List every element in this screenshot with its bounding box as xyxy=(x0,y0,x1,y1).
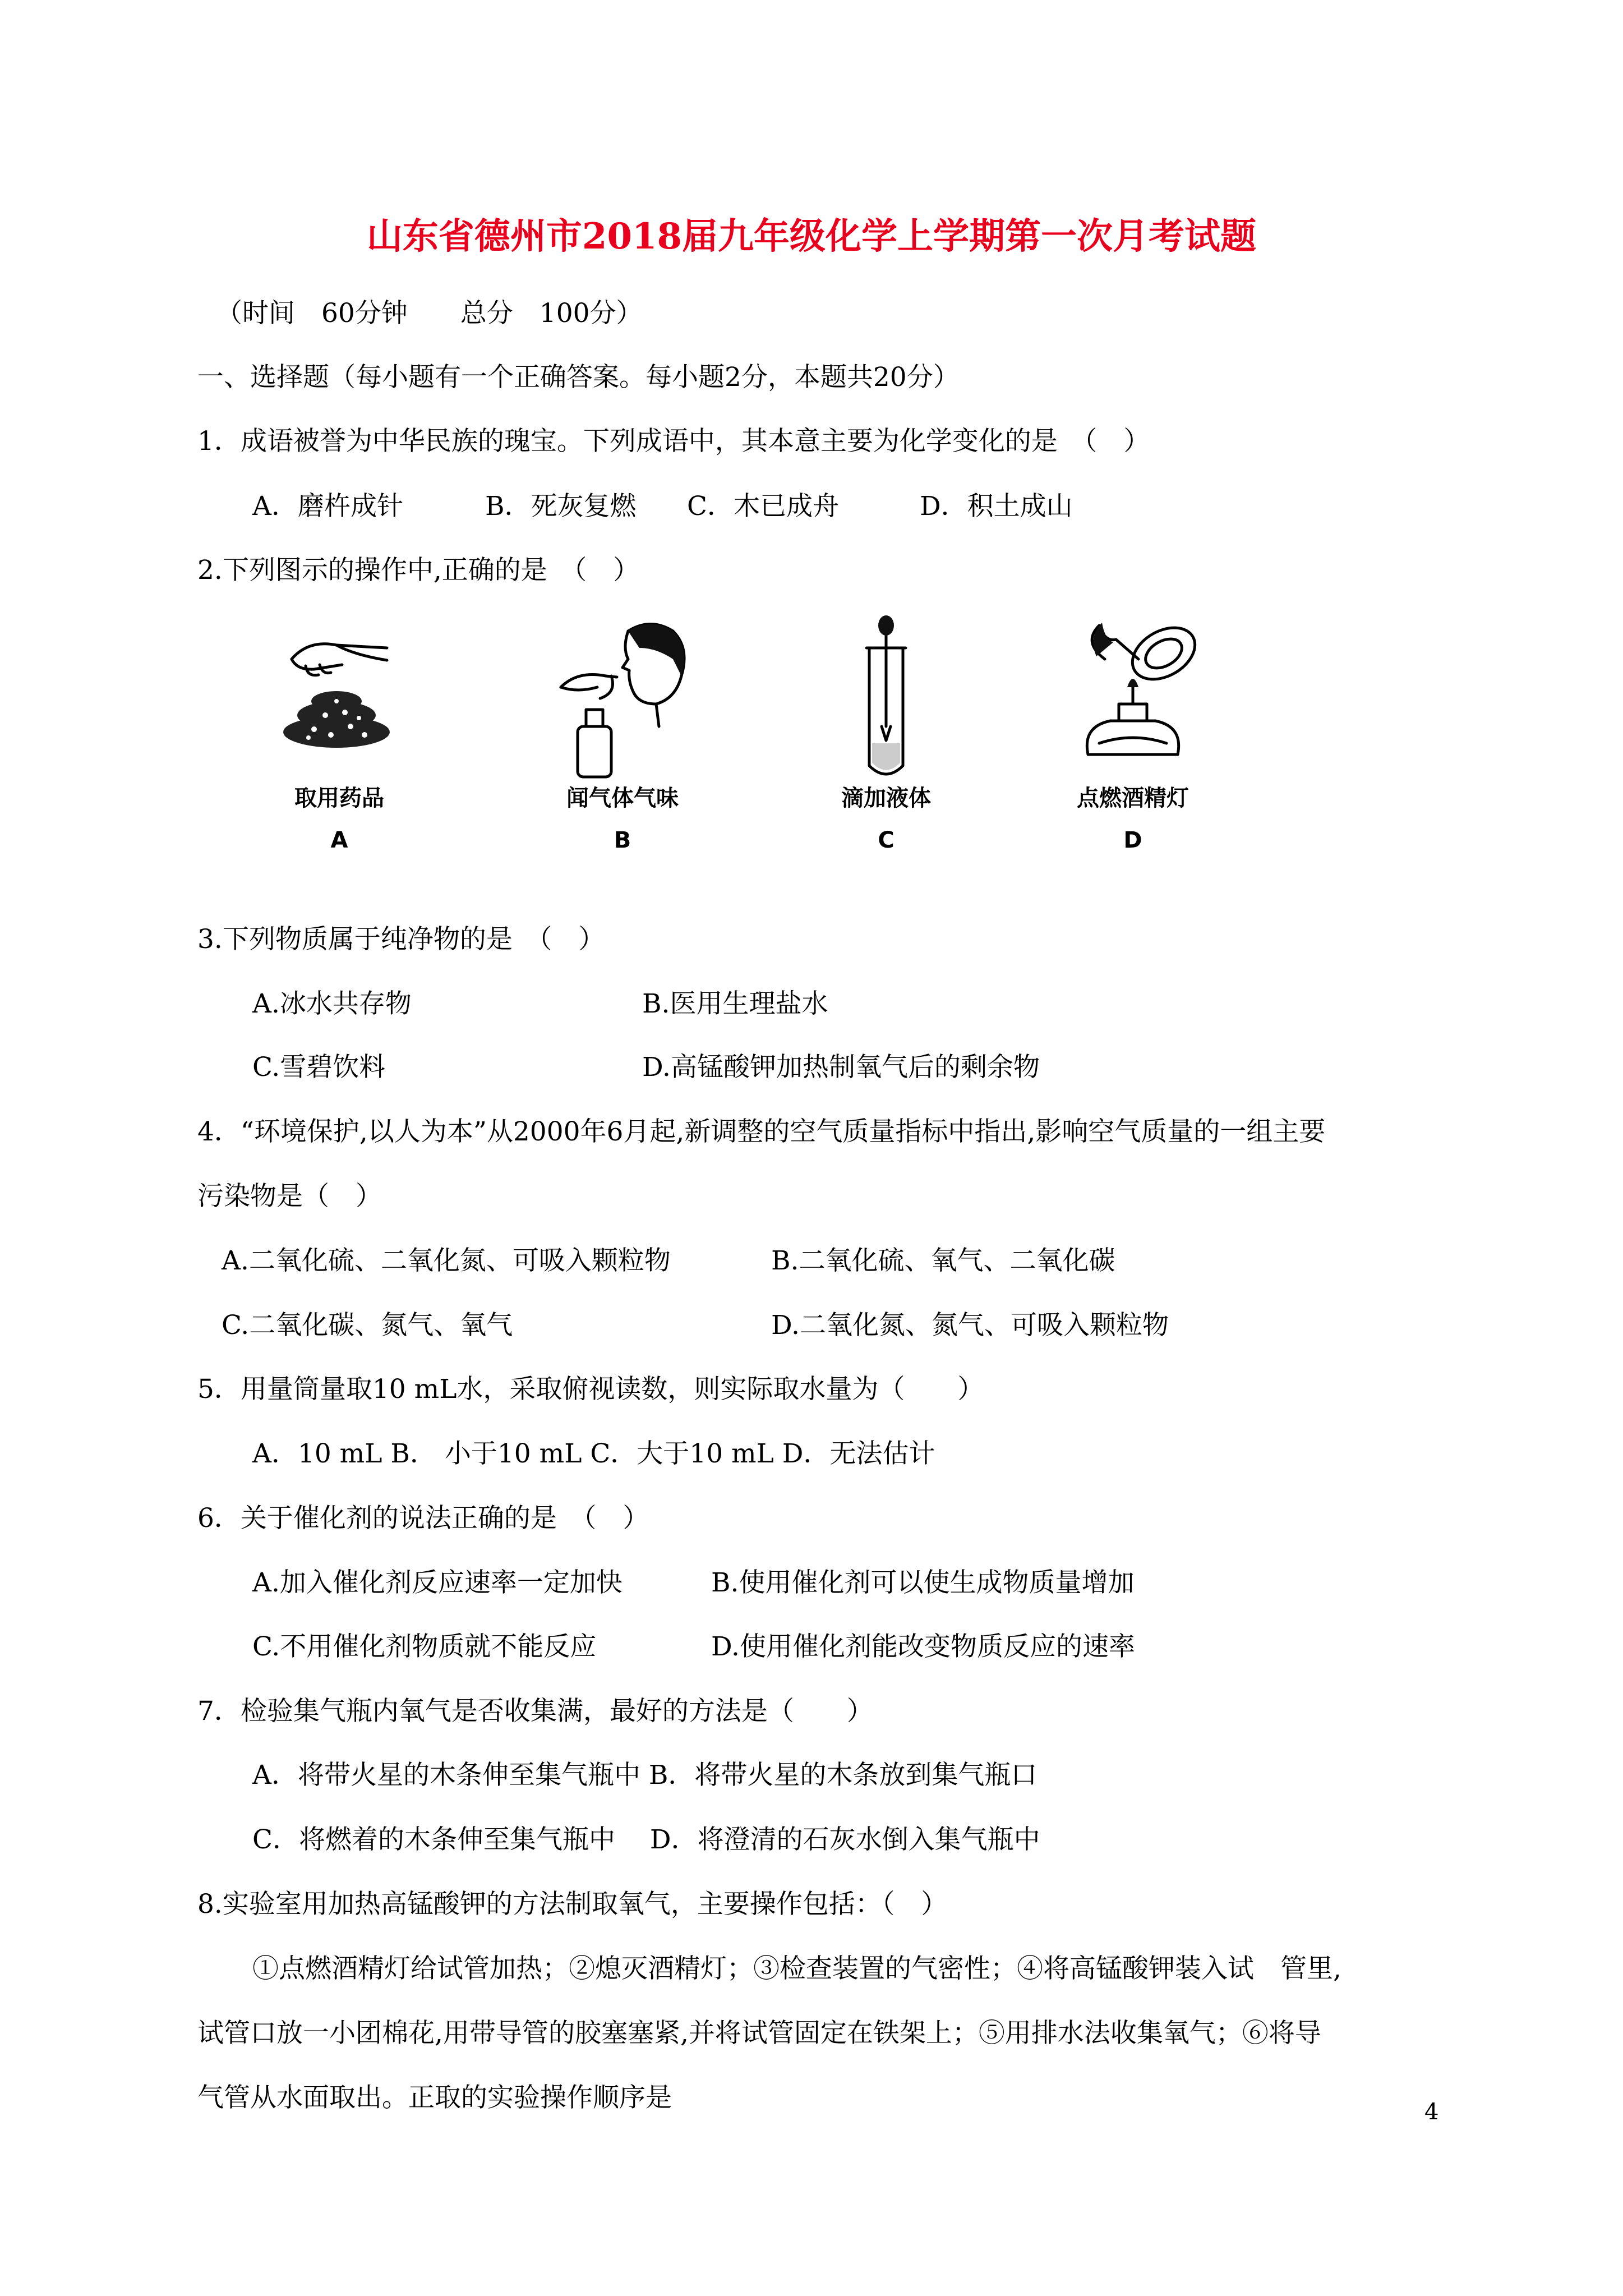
q1-option-c: C．木已成舟 xyxy=(687,491,839,522)
exam-title: 山东省德州市2018届九年级化学上学期第一次月考试题 xyxy=(366,215,1257,257)
q2-figure-a-caption: 取用药品 xyxy=(294,785,384,811)
q2-figure-c-caption: 滴加液体 xyxy=(841,785,931,811)
q4-option-a: A.二氧化硫、二氧化氮、可吸入颗粒物 xyxy=(222,1245,671,1276)
q6-option-d: D.使用催化剂能改变物质反应的速率 xyxy=(711,1631,1135,1662)
q6-option-b: B.使用催化剂可以使生成物质量增加 xyxy=(711,1567,1135,1598)
q4-stem-line2: 污染物是（ ） xyxy=(197,1181,382,1212)
q5-stem: 5．用量筒量取10 mL水，采取俯视读数，则实际取水量为（ ） xyxy=(197,1374,984,1405)
q2-figure-b-letter: B xyxy=(614,827,631,853)
q7-options-line2: C．将燃着的木条伸至集气瓶中 D．将澄清的石灰水倒入集气瓶中 xyxy=(252,1824,1040,1855)
q7-options-line1: A．将带火星的木条伸至集气瓶中 B．将带火星的木条放到集气瓶口 xyxy=(252,1760,1038,1791)
q8-body-line3: 气管从水面取出。正取的实验操作顺序是 xyxy=(197,2082,672,2113)
q6-option-c: C.不用催化剂物质就不能反应 xyxy=(252,1631,597,1662)
q6-option-a: A.加入催化剂反应速率一定加快 xyxy=(252,1567,623,1598)
q4-option-b: B.二氧化硫、氧气、二氧化碳 xyxy=(771,1245,1115,1276)
page-number: 4 xyxy=(1424,2099,1439,2125)
q3-option-c: C.雪碧饮料 xyxy=(252,1052,386,1083)
q4-stem-line1: 4．“环境保护,以人为本”从2000年6月起,新调整的空气质量指标中指出,影响空气质量的一组主要 xyxy=(197,1116,1326,1147)
section-heading: 一、选择题（每小题有一个正确答案。每小题2分，本题共20分） xyxy=(197,362,960,393)
q3-option-b: B.医用生理盐水 xyxy=(642,988,828,1019)
q4-option-c: C.二氧化碳、氮气、氧气 xyxy=(222,1310,513,1341)
q6-stem: 6．关于催化剂的说法正确的是 （ ） xyxy=(197,1503,649,1534)
q1-option-d: D．积土成山 xyxy=(920,491,1073,522)
q2-figure-b-caption: 闻气体气味 xyxy=(566,785,679,811)
person-smelling-bottle-icon xyxy=(544,614,701,783)
q2-figure-d-letter: D xyxy=(1123,827,1142,853)
dropper-in-test-tube-icon xyxy=(847,614,925,788)
q1-stem: 1．成语被誉为中华民族的瑰宝。下列成语中，其本意主要为化学变化的是 （ ） xyxy=(197,426,1150,457)
q8-stem: 8.实验室用加热高锰酸钾的方法制取氧气，主要操作包括：（ ） xyxy=(197,1889,948,1920)
q8-body-line2: 试管口放一小团棉花,用带导管的胶塞塞紧,并将试管固定在铁架上；⑤用排水法收集氧气；⑥将导 xyxy=(197,2018,1321,2049)
q1-option-b: B．死灰复燃 xyxy=(485,491,637,522)
q5-options: A．10 mL B． 小于10 mL C．大于10 mL D．无法估计 xyxy=(252,1438,935,1469)
lighting-alcohol-lamp-icon xyxy=(1066,614,1211,783)
exam-meta: （时间 60分钟 总分 100分） xyxy=(216,298,643,329)
q3-stem: 3.下列物质属于纯净物的是 （ ） xyxy=(197,924,605,955)
q2-stem: 2.下列图示的操作中,正确的是 （ ） xyxy=(197,555,640,586)
q3-option-a: A.冰水共存物 xyxy=(252,988,412,1019)
q2-figure-d-caption: 点燃酒精灯 xyxy=(1077,785,1189,811)
q2-figure xyxy=(247,614,1267,878)
q1-option-a: A．磨杵成针 xyxy=(252,491,403,522)
hand-taking-powder-icon xyxy=(275,625,404,754)
q2-figure-a-letter: A xyxy=(330,827,348,853)
q7-stem: 7．检验集气瓶内氧气是否收集满，最好的方法是（ ） xyxy=(197,1696,873,1727)
q8-body-line1: ①点燃酒精灯给试管加热；②熄灭酒精灯；③检查装置的气密性；④将高锰酸钾装入试 管里, xyxy=(252,1953,1341,1984)
q2-figure-c-letter: C xyxy=(878,827,895,853)
q4-option-d: D.二氧化氮、氮气、可吸入颗粒物 xyxy=(771,1310,1169,1341)
q3-option-d: D.高锰酸钾加热制氧气后的剩余物 xyxy=(642,1052,1040,1083)
